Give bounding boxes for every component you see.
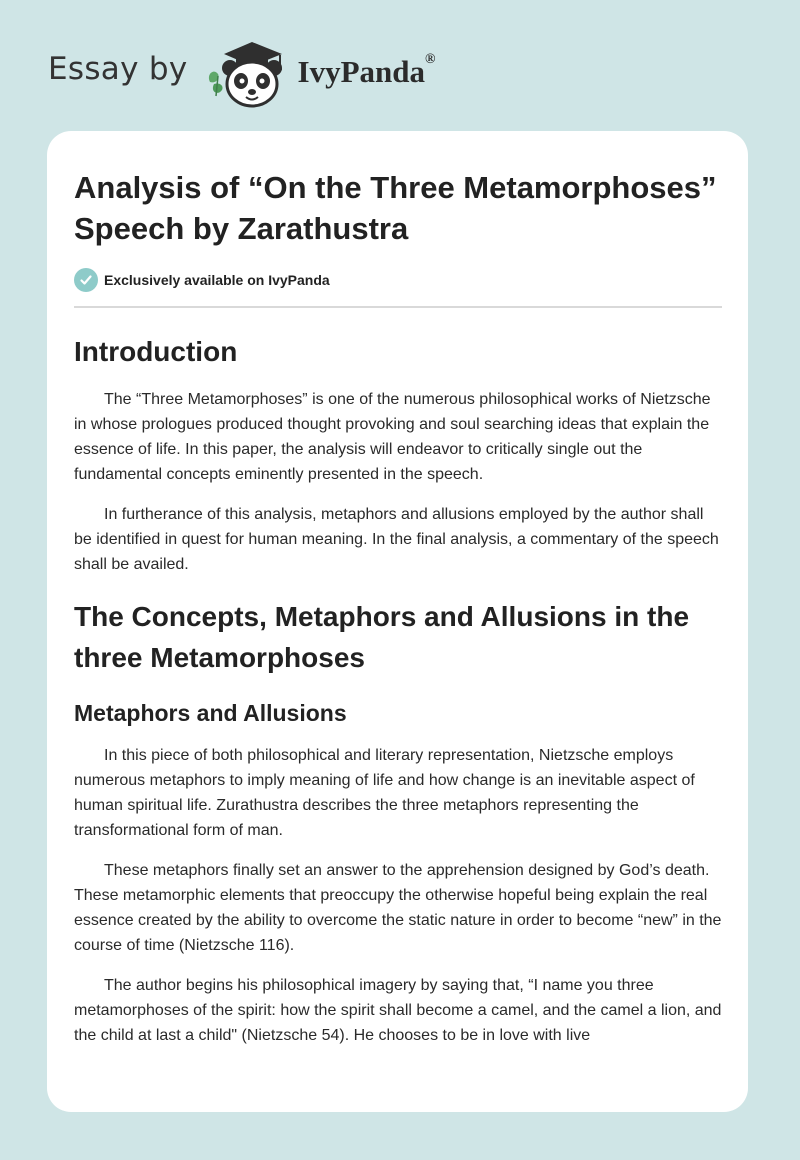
site-header xyxy=(48,36,435,110)
page-title: Analysis of “On the Three Metamorphoses” Speech by Zarathustra xyxy=(74,170,717,246)
leaf-icon xyxy=(208,72,222,96)
paragraph: The author begins his philosophical imagery by saying that, “I name you three metamorphoses of the spirit: how the spirit shall become a camel, and the camel a lion, and the child at last a child" (Nietzsche 54). He chooses to be in love with live xyxy=(74,977,722,1044)
paragraph: These metaphors finally set an answer to the apprehension designed by God’s death. These metamorphic elements that preoccupy the otherwise hopeful being explain the real essence created by the ability to overcome the static nature in order to become “new” in the course of time (Nietzsche 116). xyxy=(74,862,722,954)
article-card xyxy=(47,131,748,1112)
section-heading-introduction: Introduction xyxy=(74,336,238,367)
panda-graduate-icon[interactable] xyxy=(202,36,294,110)
brand-name[interactable]: IvyPanda® xyxy=(297,52,436,89)
exclusive-label: Exclusively available on IvyPanda xyxy=(104,272,330,288)
paragraph: The “Three Metamorphoses” is one of the numerous philosophical works of Nietzsche in whose prologues produced thought provoking and soul searching ideas that explain the essence of life. In this paper, the analysis will endeavor to critically single out the fundamental concepts eminently presented in the speech. xyxy=(74,391,711,483)
subsection-heading-metaphors: Metaphors and Allusions xyxy=(74,700,347,726)
paragraph: In furtherance of this analysis, metaphors and allusions employed by the author shall be identified in quest for human meaning. In the final analysis, a commentary of the speech shall be availed. xyxy=(74,506,719,573)
check-icon xyxy=(74,268,98,292)
essay-by-label: Essay by xyxy=(48,51,188,87)
paragraph: In this piece of both philosophical and literary representation, Nietzsche employs numerous metaphors to imply meaning of life and how change is an inevitable aspect of human spiritual life. Zurathustra describes the three metaphors representing the transformational form of man. xyxy=(74,747,695,839)
exclusive-badge-row xyxy=(74,268,722,308)
section-heading-concepts: The Concepts, Metaphors and Allusions in the three Metamorphoses xyxy=(74,601,690,673)
